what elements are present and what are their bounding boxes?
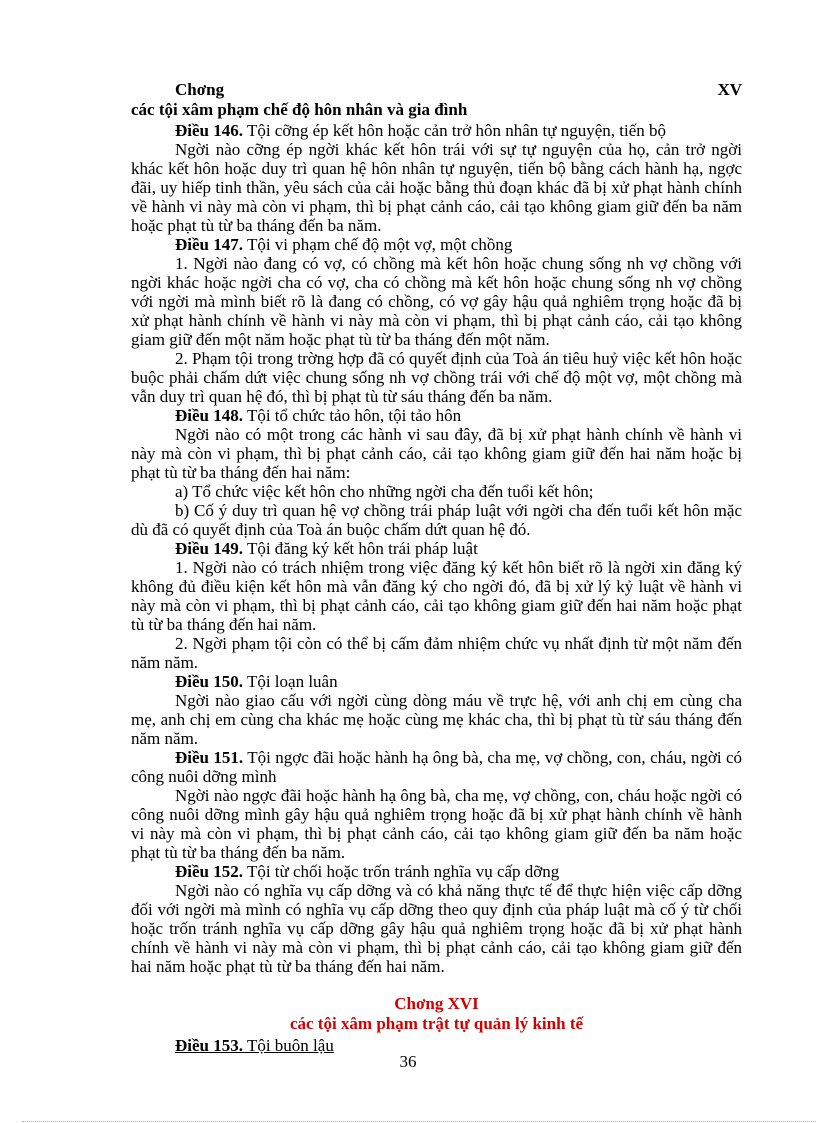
article-152-heading bbox=[131, 862, 742, 881]
chapter-16-title: các tội xâm phạm trật tự quản lý kinh tế bbox=[289, 1014, 584, 1033]
chapter-15-title: các tội xâm phạm chế độ hôn nhân và gia đình bbox=[131, 100, 468, 119]
article-150-paragraph-1: Ngời nào giao cấu với ngời cùng dòng máu về trực hệ, với anh chị em cùng cha mẹ, anh chị em cùng cha khác mẹ hoặc cùng mẹ khác cha, thì bị phạt tù từ sáu tháng đến năm năm. bbox=[131, 691, 742, 748]
article-title: Tội loạn luân bbox=[246, 672, 338, 691]
article-146-heading bbox=[131, 121, 742, 140]
chapter-15-heading bbox=[131, 80, 742, 100]
article-title: Tội cỡng ép kết hôn hoặc cản trở hôn nhân tự nguyện, tiến bộ bbox=[246, 121, 666, 140]
article-number: Điều 151. bbox=[175, 748, 244, 767]
article-number: Điều 149. bbox=[175, 539, 243, 558]
article-148-item-a: a) Tổ chức việc kết hôn cho những ngời cha đến tuổi kết hôn; bbox=[175, 482, 594, 501]
article-number: Điều 152. bbox=[175, 862, 243, 881]
page-content bbox=[131, 80, 742, 1055]
article-title: Tội ngợc đãi hoặc hành hạ ông bà, cha mẹ, vợ chồng, con, cháu, ngời có công nuôi dỡng mình bbox=[131, 748, 742, 786]
article-148-item-b: b) Cố ý duy trì quan hệ vợ chồng trái pháp luật với ngời cha đến tuổi kết hôn mặc dù đã có quyết định của Toà án buộc chấm dứt quan hệ đó. bbox=[131, 501, 742, 539]
article-title: Tội tổ chức tảo hôn, tội tảo hôn bbox=[246, 406, 462, 425]
article-title: Tội đăng ký kết hôn trái pháp luật bbox=[246, 539, 478, 558]
article-152-paragraph-1: Ngời nào có nghĩa vụ cấp dỡng và có khả năng thực tế để thực hiện việc cấp dỡng đối với ngời mà mình có nghĩa vụ cấp dỡng theo quy định của pháp luật mà cố ý từ chối hoặc trốn tránh nghĩa vụ cấp dỡng gây hậu quả nghiêm trọng hoặc đã bị xử phạt hành chính về hành vi này mà còn vi phạm, thì bị phạt cảnh cáo, cải tạo không giam giữ đến hai năm hoặc phạt tù từ ba tháng đến hai năm. bbox=[131, 881, 742, 976]
article-149-heading bbox=[131, 539, 742, 558]
page-number: 36 bbox=[399, 1052, 417, 1071]
article-number: Điều 153. bbox=[175, 1036, 243, 1055]
article-148-heading bbox=[131, 406, 742, 425]
article-147-paragraph-2: 2. Phạm tội trong trờng hợp đã có quyết định của Toà án tiêu huỷ việc kết hôn hoặc buộc phải chấm dứt việc chung sống nh vợ chồng trái với chế độ một vợ, một chồng mà vẫn duy trì quan hệ đó, thì bị phạt tù từ sáu tháng đến ba năm. bbox=[131, 349, 742, 406]
article-number: Điều 147. bbox=[175, 235, 243, 254]
article-147-paragraph-1: 1. Ngời nào đang có vợ, có chồng mà kết hôn hoặc chung sống nh vợ chồng với ngời khác hoặc ngời cha có vợ, cha có chồng mà kết hôn hoặc chung sống nh vợ chồng với ngời mà mình biết rõ là đang có chồng, có vợ gây hậu quả nghiêm trọng hoặc đã bị xử phạt hành chính về hành vi này mà còn vi phạm, thì bị phạt cảnh cáo, cải tạo không giam giữ đến một năm hoặc phạt tù từ ba tháng đến một năm. bbox=[131, 254, 742, 349]
section-gap bbox=[131, 976, 742, 994]
chapter-label: Chơng bbox=[175, 80, 225, 99]
article-149-paragraph-2: 2. Ngời phạm tội còn có thể bị cấm đảm nhiệm chức vụ nhất định từ một năm đến năm năm. bbox=[131, 634, 742, 672]
article-151-heading bbox=[131, 748, 742, 786]
article-number: Điều 148. bbox=[175, 406, 243, 425]
article-151-paragraph-1: Ngời nào ngợc đãi hoặc hành hạ ông bà, cha mẹ, vợ chồng, con, cháu hoặc ngời có công nuôi dỡng mình gây hậu quả nghiêm trọng hoặc đã bị xử phạt hành chính về hành vi này mà còn vi phạm, thì bị phạt cảnh cáo, cải tạo không giam giữ đến ba năm hoặc phạt tù từ ba tháng đến ba năm. bbox=[131, 786, 742, 862]
page-bottom-divider bbox=[22, 1121, 816, 1122]
article-146-paragraph-1: Ngời nào cỡng ép ngời khác kết hôn trái với sự tự nguyện của họ, cản trở ngời khác kết hôn hoặc duy trì quan hệ hôn nhân tự nguyện, tiến bộ bằng cách hành hạ, ngợc đãi, uy hiếp tinh thần, yêu sách của cải hoặc bằng thủ đoạn khác đã bị xử phạt hành chính về hành vi này mà còn vi phạm, thì bị phạt cảnh cáo, cải tạo không giam giữ đến ba năm hoặc phạt tù từ ba tháng đến ba năm. bbox=[131, 140, 742, 235]
chapter-16-label: Chơng XVI bbox=[394, 994, 479, 1013]
article-title: Tội từ chối hoặc trốn tránh nghĩa vụ cấp dỡng bbox=[246, 862, 560, 881]
article-title: Tội buôn lậu bbox=[246, 1036, 334, 1055]
article-149-paragraph-1: 1. Ngời nào có trách nhiệm trong việc đăng ký kết hôn biết rõ là ngời xin đăng ký không đủ điều kiện kết hôn mà vẫn đăng ký cho ngời đó, đã bị xử lý kỷ luật về hành vi này mà còn vi phạm, thì bị phạt cảnh cáo, cải tạo không giam giữ đến hai năm hoặc phạt tù từ ba tháng đến hai năm. bbox=[131, 558, 742, 634]
chapter-number: XV bbox=[717, 80, 742, 99]
article-148-paragraph-1: Ngời nào có một trong các hành vi sau đây, đã bị xử phạt hành chính về hành vi này mà còn vi phạm, thì bị phạt cảnh cáo, cải tạo không giam giữ đến hai năm hoặc bị phạt tù từ ba tháng đến hai năm: bbox=[131, 425, 742, 482]
article-number: Điều 146. bbox=[175, 121, 243, 140]
article-number: Điều 150. bbox=[175, 672, 243, 691]
article-150-heading bbox=[131, 672, 742, 691]
article-147-heading bbox=[131, 235, 742, 254]
article-title: Tội vi phạm chế độ một vợ, một chồng bbox=[246, 235, 513, 254]
